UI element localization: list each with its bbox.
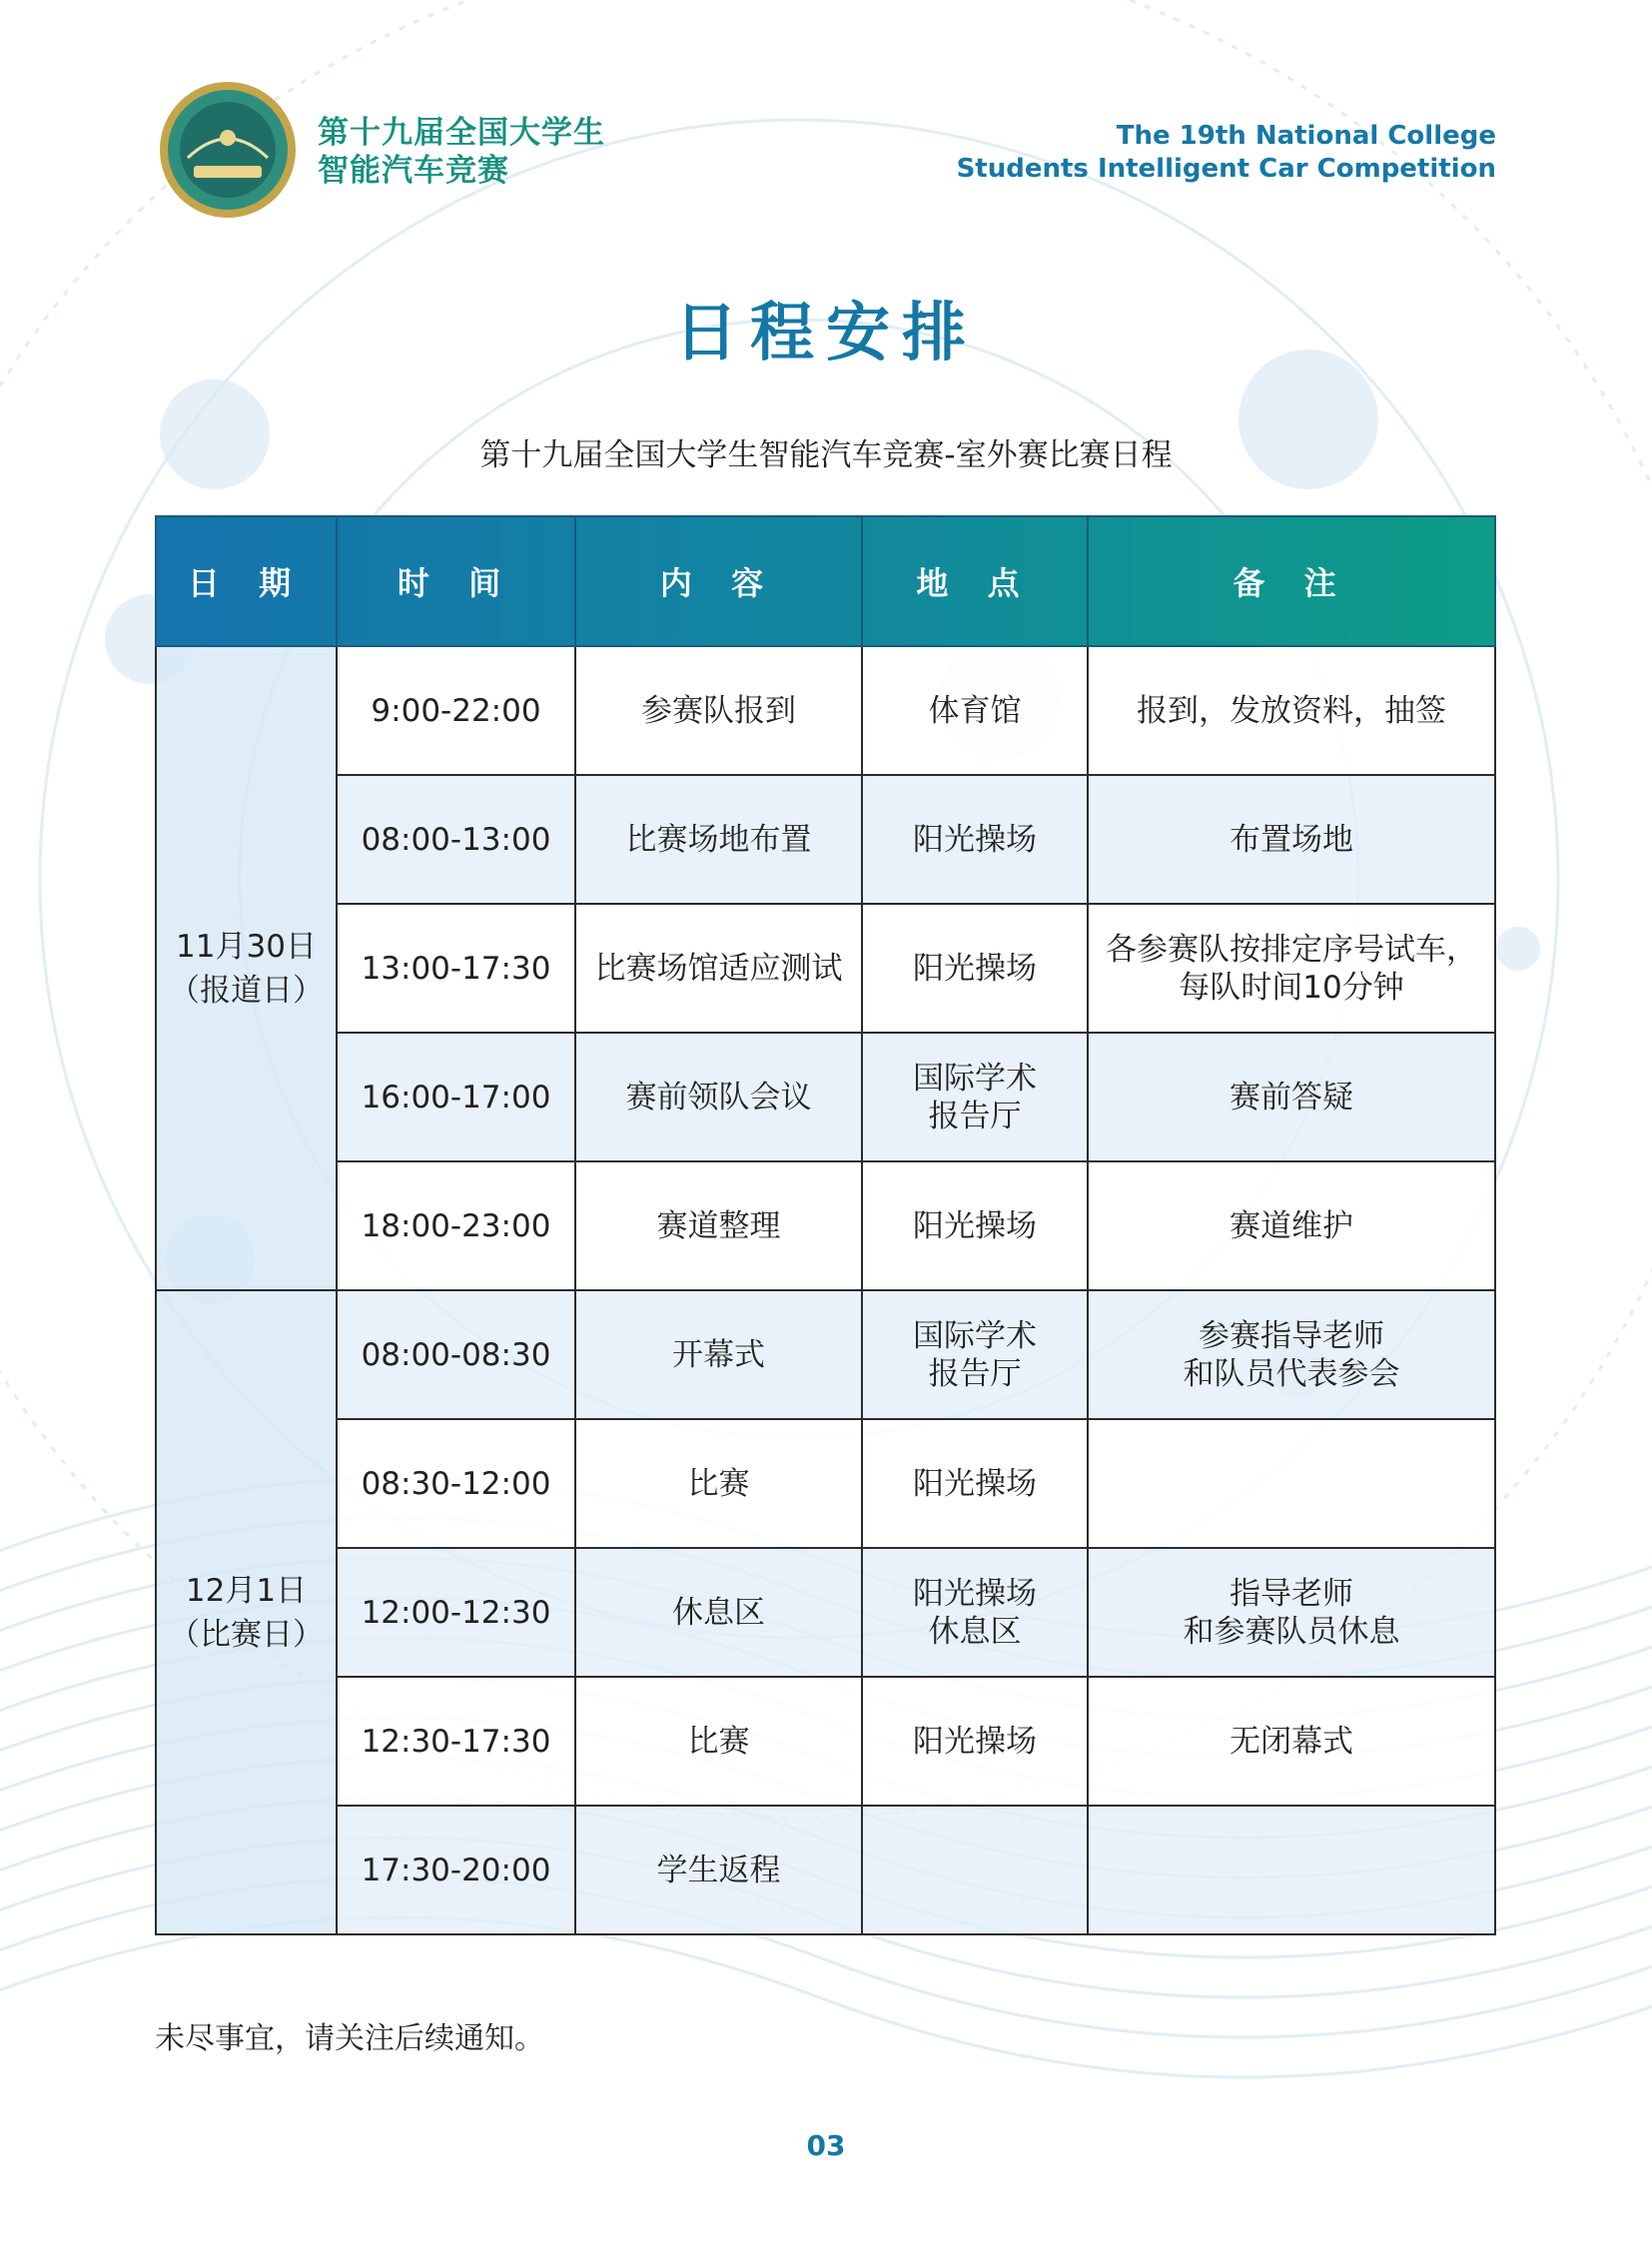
table-row	[156, 904, 1495, 1033]
note-cell	[1088, 1419, 1495, 1548]
table-row	[156, 1419, 1495, 1548]
time-cell: 16:00-17:00	[337, 1033, 575, 1161]
date-cell: 11月30日 （报道日）	[156, 646, 337, 1290]
table-row	[156, 1290, 1495, 1419]
time-cell: 13:00-17:30	[337, 904, 575, 1033]
note-cell: 赛道维护	[1088, 1161, 1495, 1290]
table-caption: 第十九届全国大学生智能汽车竞赛-室外赛比赛日程	[479, 437, 1173, 473]
header-time: 时 间	[337, 516, 575, 646]
place-cell: 阳光操场	[862, 775, 1088, 904]
header-content: 内 容	[575, 516, 862, 646]
time-cell: 12:30-17:30	[337, 1677, 575, 1806]
time-cell: 9:00-22:00	[337, 646, 575, 775]
content-cell: 赛前领队会议	[575, 1033, 862, 1161]
header-cn-line2: 智能汽车竞赛	[318, 153, 509, 189]
time-cell: 08:00-13:00	[337, 775, 575, 904]
time-cell: 08:30-12:00	[337, 1419, 575, 1548]
table-row	[156, 775, 1495, 904]
footer-note: 未尽事宜，请关注后续通知。	[155, 2021, 544, 2056]
header-title-cn	[318, 114, 605, 190]
header-title-en	[957, 120, 1496, 186]
place-cell: 阳光操场	[862, 1161, 1088, 1290]
header-en-line1: The 19th National College	[1116, 121, 1496, 151]
note-cell: 报到，发放资料，抽签	[1088, 646, 1495, 775]
place-cell: 体育馆	[862, 646, 1088, 775]
place-cell: 国际学术 报告厅	[862, 1290, 1088, 1419]
content-cell: 赛道整理	[575, 1161, 862, 1290]
header-en-line2: Students Intelligent Car Competition	[956, 154, 1496, 184]
place-cell	[862, 1806, 1088, 1934]
note-cell	[1088, 1806, 1495, 1934]
content-cell: 学生返程	[575, 1806, 862, 1934]
place-cell: 阳光操场	[862, 904, 1088, 1033]
time-cell: 08:00-08:30	[337, 1290, 575, 1419]
time-cell: 17:30-20:00	[337, 1806, 575, 1934]
note-cell: 赛前答疑	[1088, 1033, 1495, 1161]
place-cell: 阳光操场	[862, 1419, 1088, 1548]
content-cell: 比赛	[575, 1419, 862, 1548]
table-row	[156, 1161, 1495, 1290]
table-row	[156, 1548, 1495, 1677]
table-row	[156, 646, 1495, 775]
note-cell: 布置场地	[1088, 775, 1495, 904]
table-row	[156, 1677, 1495, 1806]
place-cell: 阳光操场 休息区	[862, 1548, 1088, 1677]
time-cell: 12:00-12:30	[337, 1548, 575, 1677]
header-note: 备 注	[1088, 516, 1495, 646]
page-number: 03	[806, 2129, 846, 2162]
header-cn-line1: 第十九届全国大学生	[318, 115, 605, 151]
header-date: 日 期	[156, 516, 337, 646]
header-place: 地 点	[862, 516, 1088, 646]
table-row	[156, 1806, 1495, 1934]
note-cell: 参赛指导老师 和队员代表参会	[1088, 1290, 1495, 1419]
content-cell: 休息区	[575, 1548, 862, 1677]
content-cell: 比赛	[575, 1677, 862, 1806]
table-row	[156, 1033, 1495, 1161]
content-cell: 比赛场馆适应测试	[575, 904, 862, 1033]
date-cell: 12月1日 （比赛日）	[156, 1290, 337, 1934]
content-cell: 参赛队报到	[575, 646, 862, 775]
page-title: 日程安排	[674, 297, 978, 371]
place-cell: 阳光操场	[862, 1677, 1088, 1806]
competition-logo	[158, 80, 298, 220]
schedule-table	[155, 515, 1496, 1935]
note-cell: 指导老师 和参赛队员休息	[1088, 1548, 1495, 1677]
time-cell: 18:00-23:00	[337, 1161, 575, 1290]
content-cell: 比赛场地布置	[575, 775, 862, 904]
note-cell: 无闭幕式	[1088, 1677, 1495, 1806]
content-cell: 开幕式	[575, 1290, 862, 1419]
place-cell: 国际学术 报告厅	[862, 1033, 1088, 1161]
table-header-row	[156, 516, 1495, 646]
note-cell: 各参赛队按排定序号试车， 每队时间10分钟	[1088, 904, 1495, 1033]
